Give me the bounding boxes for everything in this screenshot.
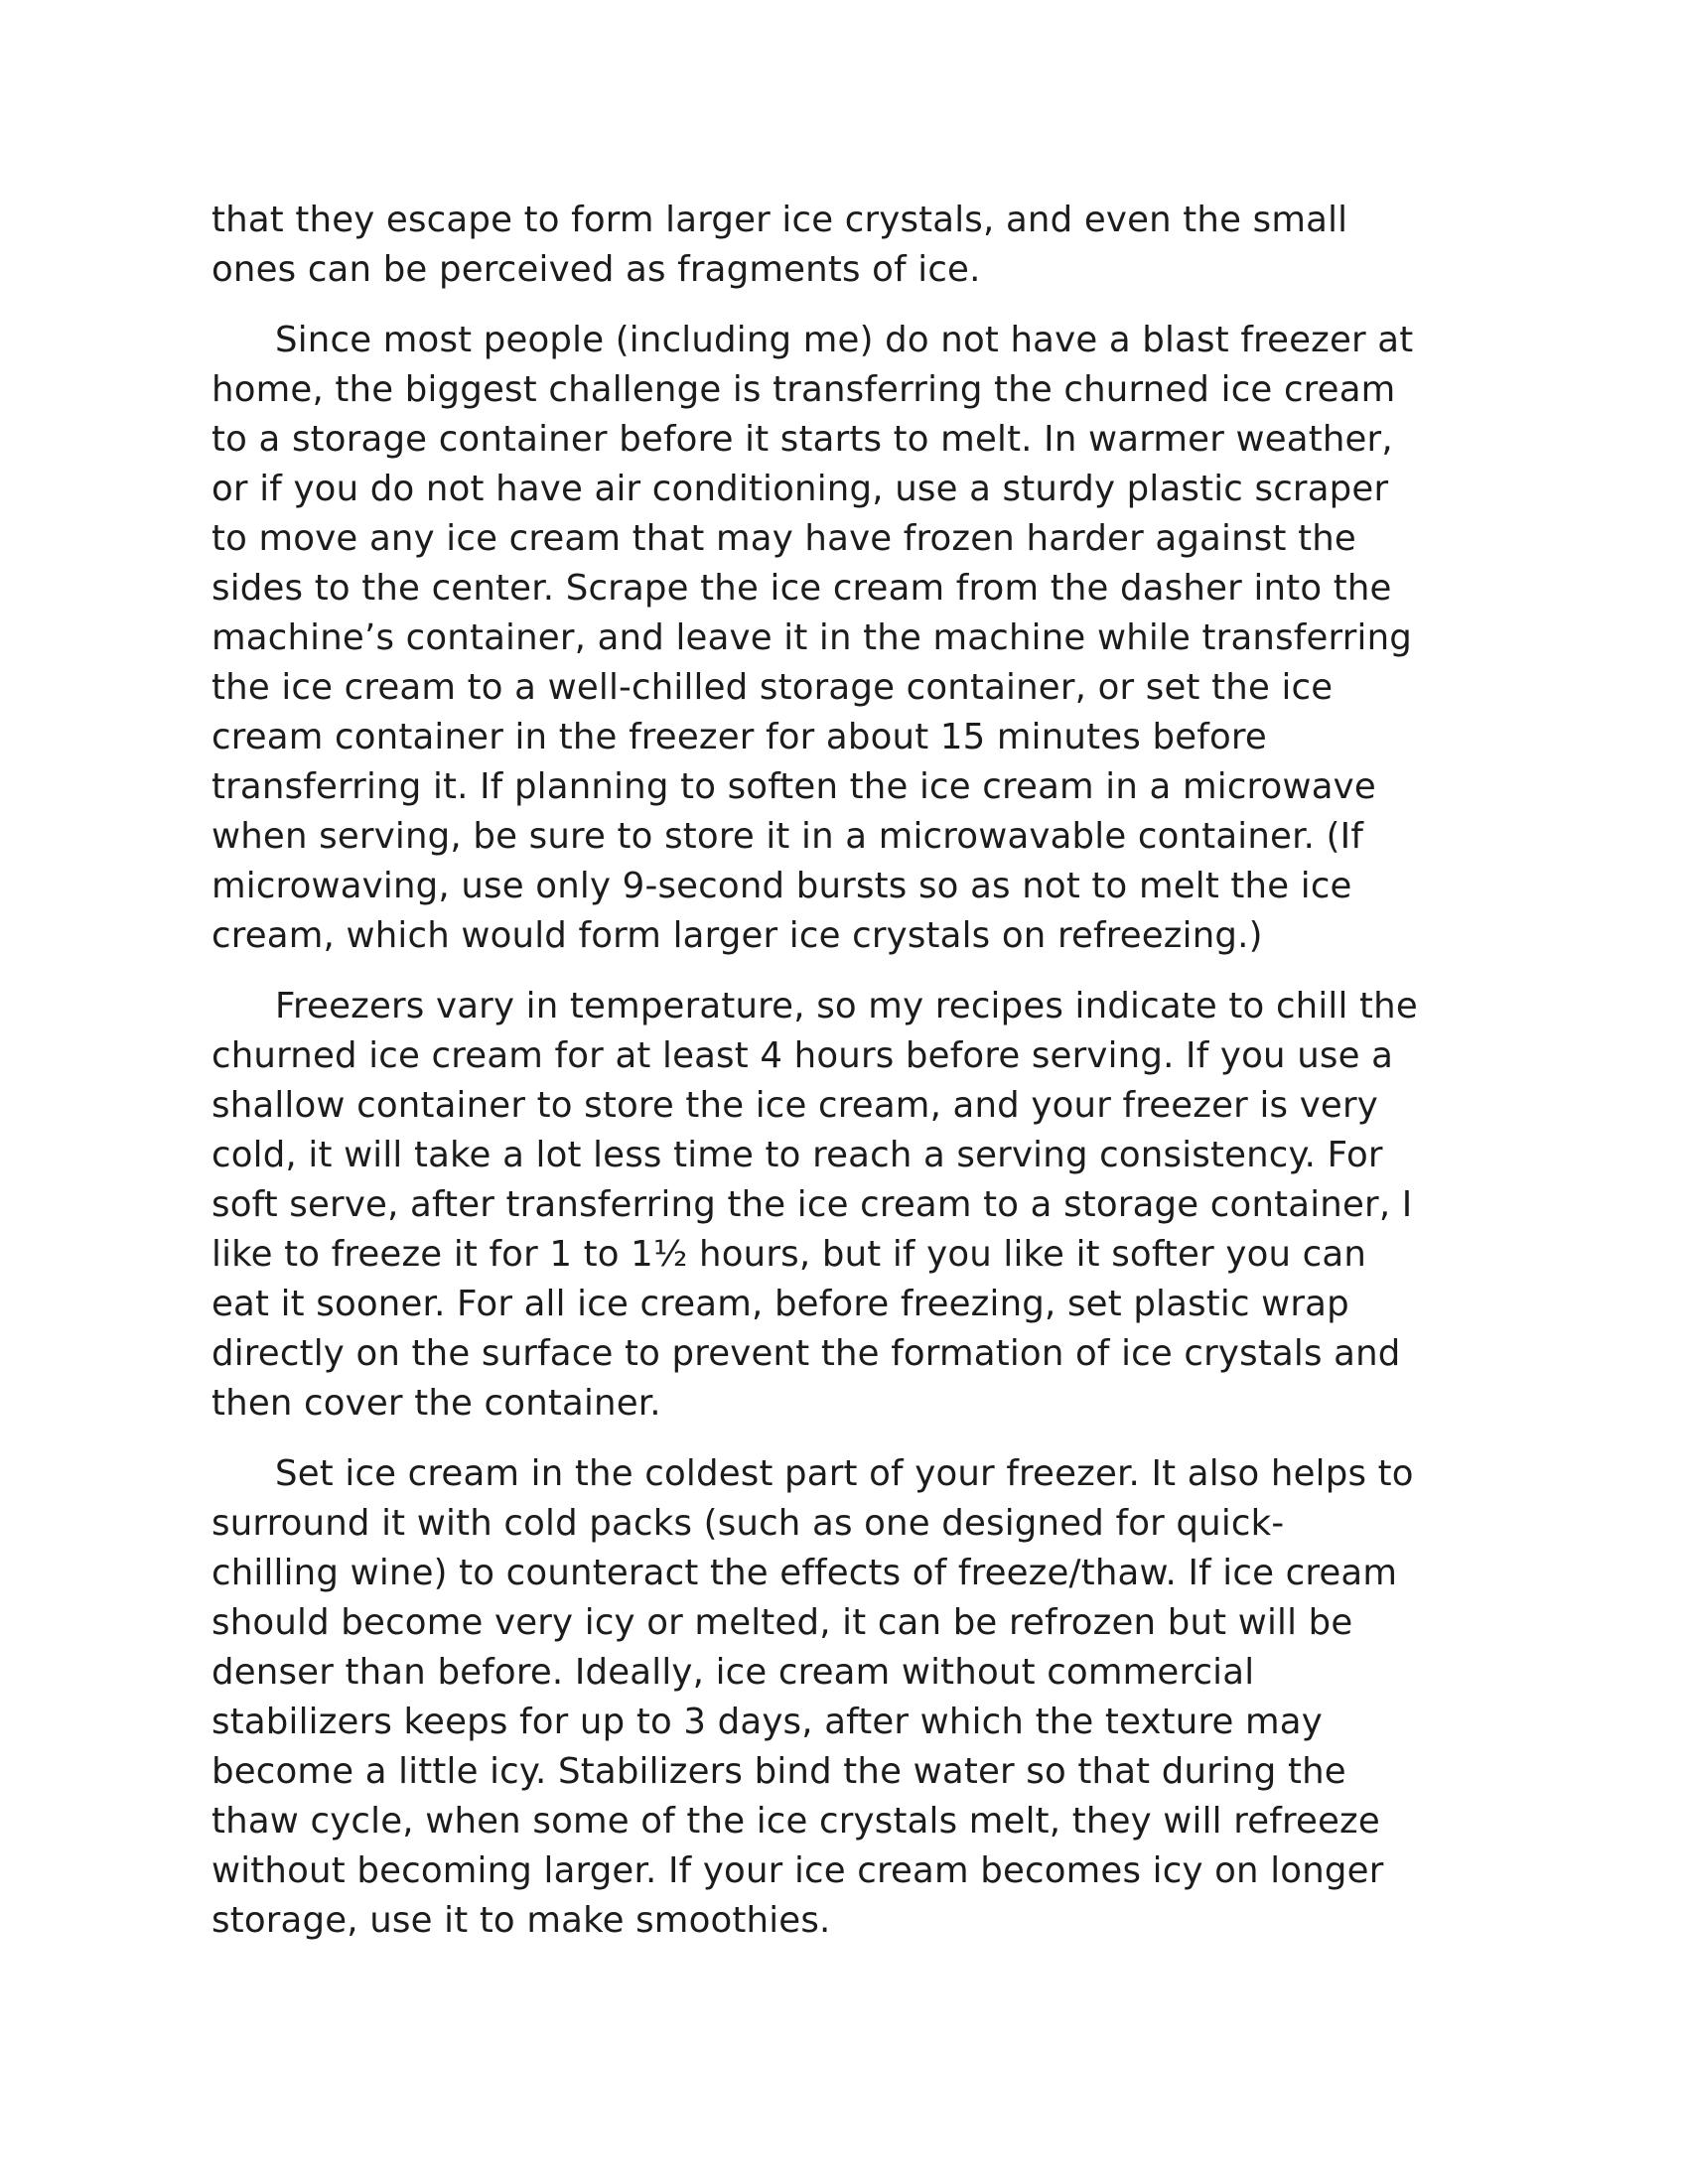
text-line: like to freeze it for 1 to 1½ hours, but if you like it softer you can xyxy=(211,1234,1367,1275)
text-line: eat it sooner. For all ice cream, before freezing, set plastic wrap xyxy=(211,1284,1349,1324)
text-line: Freezers vary in temperature, so my recipes indicate to chill the xyxy=(275,986,1418,1026)
text-line: the ice cream to a well-chilled storage container, or set the ice xyxy=(211,667,1334,708)
text-line: or if you do not have air conditioning, use a sturdy plastic scraper xyxy=(211,469,1389,509)
text-line: to move any ice cream that may have frozen harder against the xyxy=(211,518,1356,559)
text-line: churned ice cream for at least 4 hours before serving. If you use a xyxy=(211,1035,1394,1076)
text-line: ones can be perceived as fragments of ice. xyxy=(211,249,981,290)
text-line: storage, use it to make smoothies. xyxy=(211,1900,831,1941)
paragraph-3 xyxy=(211,982,1502,1429)
text-line: then cover the container. xyxy=(211,1383,661,1424)
text-line: chilling wine) to counteract the effects of freeze/thaw. If ice cream xyxy=(211,1553,1398,1593)
text-line: surround it with cold packs (such as one designed for quick- xyxy=(211,1503,1285,1544)
text-line: become a little icy. Stabilizers bind the water so that during the xyxy=(211,1751,1346,1792)
text-line: transferring it. If planning to soften the ice cream in a microwave xyxy=(211,766,1376,807)
text-line: shallow container to store the ice cream, and your freezer is very xyxy=(211,1085,1378,1126)
text-line: to a storage container before it starts to melt. In warmer weather, xyxy=(211,419,1393,460)
text-line: should become very icy or melted, it can be refrozen but will be xyxy=(211,1602,1353,1643)
paragraph-2 xyxy=(211,316,1502,961)
text-line: soft serve, after transferring the ice cream to a storage container, I xyxy=(211,1184,1413,1225)
text-line: denser than before. Ideally, ice cream without commercial xyxy=(211,1652,1255,1693)
text-line: cream container in the freezer for about 15 minutes before xyxy=(211,717,1267,757)
text-line: microwaving, use only 9-second bursts so as not to melt the ice xyxy=(211,866,1352,906)
text-line: sides to the center. Scrape the ice cream from the dasher into the xyxy=(211,568,1392,609)
text-line: Set ice cream in the coldest part of your freezer. It also helps to xyxy=(275,1453,1414,1494)
text-line: cream, which would form larger ice crystals on refreezing.) xyxy=(211,915,1263,956)
document-page xyxy=(211,196,1502,1967)
text-line: home, the biggest challenge is transferring the churned ice cream xyxy=(211,369,1396,410)
text-line: stabilizers keeps for up to 3 days, after which the texture may xyxy=(211,1702,1323,1742)
text-line: when serving, be sure to store it in a microwavable container. (If xyxy=(211,816,1364,857)
text-line: that they escape to form larger ice crystals, and even the small xyxy=(211,200,1348,240)
text-line: without becoming larger. If your ice cream becomes icy on longer xyxy=(211,1850,1384,1891)
text-line: Since most people (including me) do not have a blast freezer at xyxy=(275,320,1414,360)
text-line: cold, it will take a lot less time to reach a serving consistency. For xyxy=(211,1135,1383,1175)
text-line: directly on the surface to prevent the formation of ice crystals and xyxy=(211,1333,1401,1374)
text-line: machine’s container, and leave it in the machine while transferring xyxy=(211,617,1413,658)
paragraph-4 xyxy=(211,1449,1502,1946)
text-line: thaw cycle, when some of the ice crystals melt, they will refreeze xyxy=(211,1801,1380,1842)
paragraph-1 xyxy=(211,196,1502,295)
